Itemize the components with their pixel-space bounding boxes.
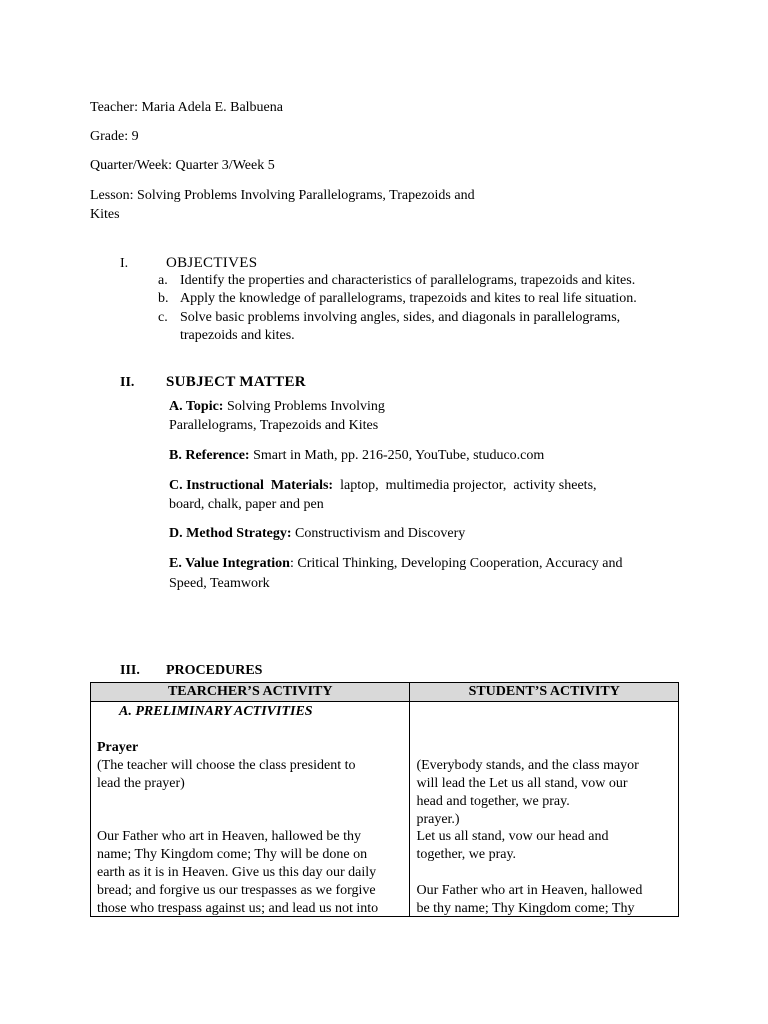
objective-item xyxy=(158,309,698,347)
reference-label: B. Reference: xyxy=(169,448,250,463)
value-integration-line xyxy=(169,554,623,573)
lesson-line-continued: Kites xyxy=(90,207,120,222)
student-line: together, we pray. xyxy=(416,847,517,862)
objective-text: Solve basic problems involving angles, sides, and diagonals in parallelograms, xyxy=(180,310,621,325)
procedures-number: III. xyxy=(120,663,140,678)
objective-letter: c. xyxy=(158,310,168,325)
topic-line xyxy=(169,397,385,416)
materials-value-continued: board, chalk, paper and pen xyxy=(169,497,324,512)
value-integration-continued: Speed, Teamwork xyxy=(169,576,270,591)
lesson-line: Lesson: Solving Problems Involving Parallelograms, Trapezoids and xyxy=(90,188,475,203)
teacher-line: Teacher: Maria Adela E. Balbuena xyxy=(90,100,283,115)
student-line: Our Father who art in Heaven, hallowed xyxy=(416,883,643,898)
student-line: (Everybody stands, and the class mayor xyxy=(416,758,639,773)
student-line: head and together, we pray. xyxy=(416,794,570,809)
objective-text-continued: trapezoids and kites. xyxy=(180,328,295,343)
topic-label: A. Topic: xyxy=(169,399,224,414)
teacher-line: (The teacher will choose the class president to xyxy=(97,758,356,773)
preliminary-activities-heading: A. PRELIMINARY ACTIVITIES xyxy=(119,704,313,719)
grade-line: Grade: 9 xyxy=(90,129,139,144)
method-line xyxy=(169,524,465,543)
procedures-table xyxy=(90,682,679,917)
student-line: Let us all stand, vow our head and xyxy=(416,829,609,844)
student-activity-header: STUDENT’S ACTIVITY xyxy=(410,683,679,702)
student-line: be thy name; Thy Kingdom come; Thy xyxy=(416,901,635,916)
teacher-activity-header: TEARCHER’S ACTIVITY xyxy=(91,683,410,702)
objective-letter: a. xyxy=(158,273,168,288)
method-label: . Method Strategy: xyxy=(179,526,292,541)
objective-letter: b. xyxy=(158,291,169,306)
reference-value: Smart in Math, pp. 216-250, YouTube, studuco.com xyxy=(249,448,545,463)
topic-value-continued: Parallelograms, Trapezoids and Kites xyxy=(169,418,379,433)
table-header-row xyxy=(91,683,679,702)
materials-value: laptop, multimedia projector, activity sheets, xyxy=(333,478,597,493)
teacher-line: bread; and forgive us our trespasses as we forgive xyxy=(97,883,376,898)
value-integration-value: : Critical Thinking, Developing Cooperation, Accuracy and xyxy=(289,556,623,571)
teacher-line: lead the prayer) xyxy=(97,776,185,791)
method-label-letter: D xyxy=(169,526,180,541)
objective-item xyxy=(158,290,698,310)
objective-text: Identify the properties and characteristics of parallelograms, trapezoids and kites. xyxy=(180,273,636,288)
topic-value: Solving Problems Involving xyxy=(223,399,385,414)
prayer-heading: Prayer xyxy=(97,740,139,755)
reference-line xyxy=(169,446,544,465)
teacher-line: name; Thy Kingdom come; Thy will be done on xyxy=(97,847,368,862)
objective-item xyxy=(158,272,698,292)
teacher-line: earth as it is in Heaven. Give us this day our daily xyxy=(97,865,377,880)
student-line: will lead the Let us all stand, vow our xyxy=(416,776,628,791)
student-activity-cell xyxy=(410,702,679,917)
teacher-line: those who trespass against us; and lead us not into xyxy=(97,901,379,916)
materials-line xyxy=(169,476,597,495)
objectives-heading: OBJECTIVES xyxy=(166,255,258,271)
subject-matter-number: II. xyxy=(120,375,135,390)
objectives-number: I. xyxy=(120,256,129,271)
teacher-activity-cell xyxy=(91,702,410,917)
teacher-line: Our Father who art in Heaven, hallowed be thy xyxy=(97,829,361,844)
objective-text: Apply the knowledge of parallelograms, trapezoids and kites to real life situation. xyxy=(180,291,637,306)
method-value: Constructivism and Discovery xyxy=(291,526,466,541)
subject-matter-heading: SUBJECT MATTER xyxy=(166,374,306,390)
student-line: prayer.) xyxy=(416,812,460,827)
table-row xyxy=(91,702,679,917)
quarter-week-line: Quarter/Week: Quarter 3/Week 5 xyxy=(90,158,275,173)
value-integration-label: E. Value Integration xyxy=(169,556,290,571)
procedures-heading: PROCEDURES xyxy=(166,663,263,678)
materials-label: C. Instructional Materials: xyxy=(169,478,334,493)
